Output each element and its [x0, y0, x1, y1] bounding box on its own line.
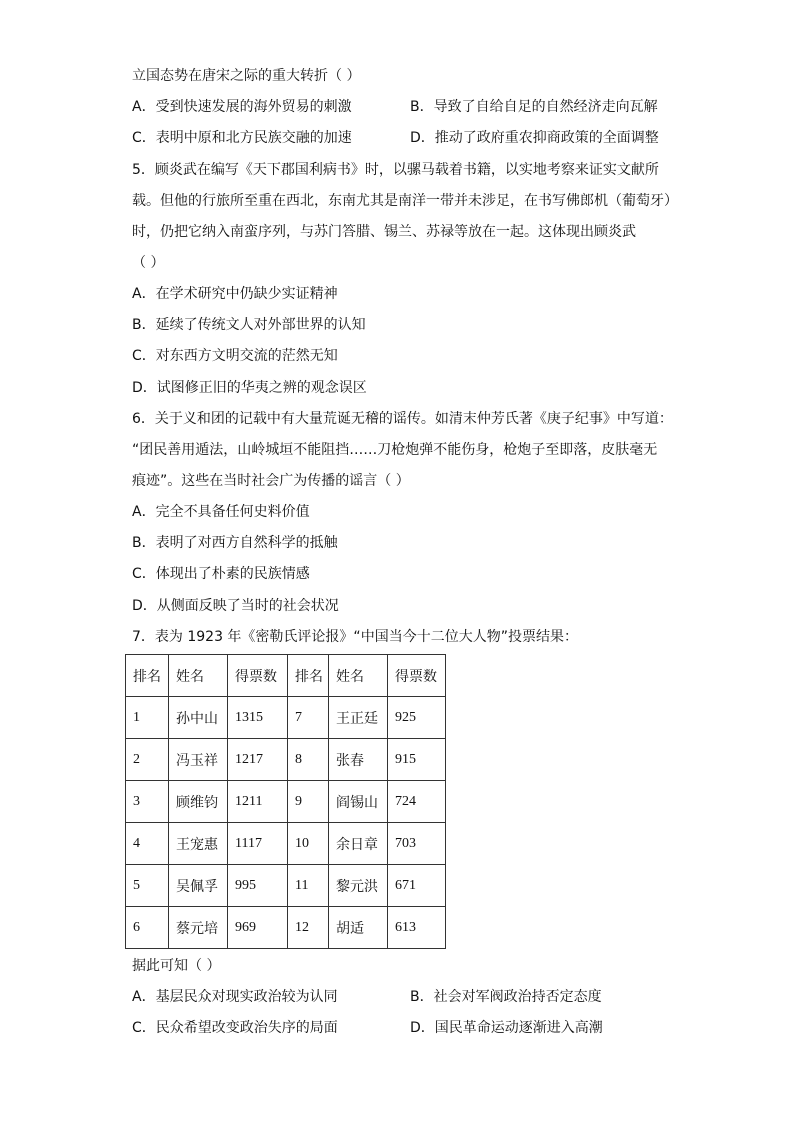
q7-stem: 7．表为 1923 年《密勒氏评论报》“中国当今十二位大人物”投票结果： [132, 629, 578, 645]
header-rank: 排名 [288, 655, 329, 697]
q5-stem-line: 时，仍把它纳入南蛮序列，与苏门答腊、锡兰、苏禄等放在一起。这体现出顾炎武 [132, 224, 636, 240]
q5-stem-line: 载。但他的行旅所至重在西北，东南尤其是南洋一带并未涉足，在书写佛郎机（葡萄牙） [132, 193, 678, 209]
name-cell: 张春 [329, 739, 388, 781]
rank-cell: 10 [288, 823, 329, 865]
q6-option-b: B．表明了对西方自然科学的抵触 [132, 535, 338, 551]
votes-cell: 969 [228, 907, 288, 949]
q6-stem-line: 痕迹”。这些在当时社会广为传播的谣言（ ） [132, 473, 410, 489]
q4-option-d: D．推动了政府重农抑商政策的全面调整 [410, 130, 659, 146]
table-row [126, 907, 446, 949]
q7-after-text: 据此可知（ ） [132, 958, 221, 974]
header-votes: 得票数 [228, 655, 288, 697]
votes-cell: 1315 [228, 697, 288, 739]
vote-results-table [125, 654, 446, 949]
q5-stem-line: 5．顾炎武在编写《天下郡国利病书》时，以骡马载着书籍，以实地考察来证实文献所 [132, 162, 659, 178]
q7-option-c: C．民众希望改变政治失序的局面 [132, 1020, 338, 1036]
name-cell: 黎元洪 [329, 865, 388, 907]
q6-stem-line: “团民善用遁法，山岭城垣不能阻挡……刀枪炮弹不能伤身，枪炮子至即落，皮肤毫无 [132, 442, 658, 458]
q4-option-a: A．受到快速发展的海外贸易的刺激 [132, 99, 352, 115]
votes-cell: 995 [228, 865, 288, 907]
table-row [126, 865, 446, 907]
name-cell: 胡适 [329, 907, 388, 949]
name-cell: 余日章 [329, 823, 388, 865]
name-cell: 吴佩孚 [169, 865, 228, 907]
votes-cell: 671 [388, 865, 446, 907]
table-row [126, 823, 446, 865]
rank-cell: 6 [126, 907, 169, 949]
q6-stem-line: 6．关于义和团的记载中有大量荒诞无稽的谣传。如清末仲芳氏著《庚子纪事》中写道： [132, 411, 673, 427]
rank-cell: 5 [126, 865, 169, 907]
name-cell: 王宠惠 [169, 823, 228, 865]
name-cell: 冯玉祥 [169, 739, 228, 781]
votes-cell: 925 [388, 697, 446, 739]
q4-option-b: B．导致了自给自足的自然经济走向瓦解 [410, 99, 658, 115]
q5-option-b: B．延续了传统文人对外部世界的认知 [132, 317, 366, 333]
q5-stem-line: （ ） [132, 255, 165, 271]
table-row [126, 781, 446, 823]
rank-cell: 7 [288, 697, 329, 739]
q5-option-c: C．对东西方文明交流的茫然无知 [132, 348, 338, 364]
q7-option-d: D．国民革命运动逐渐进入高潮 [410, 1020, 603, 1036]
name-cell: 蔡元培 [169, 907, 228, 949]
rank-cell: 1 [126, 697, 169, 739]
rank-cell: 8 [288, 739, 329, 781]
q4-stem-tail: 立国态势在唐宋之际的重大转折（ ） [132, 68, 361, 84]
rank-cell: 2 [126, 739, 169, 781]
q6-option-c: C．体现出了朴素的民族情感 [132, 566, 310, 582]
table-header-row [126, 655, 446, 697]
votes-cell: 1211 [228, 781, 288, 823]
name-cell: 孙中山 [169, 697, 228, 739]
table-row [126, 697, 446, 739]
q6-option-a: A．完全不具备任何史料价值 [132, 504, 310, 520]
votes-cell: 703 [388, 823, 446, 865]
rank-cell: 3 [126, 781, 169, 823]
q6-option-d: D．从侧面反映了当时的社会状况 [132, 598, 339, 614]
votes-cell: 915 [388, 739, 446, 781]
q4-option-c: C．表明中原和北方民族交融的加速 [132, 130, 352, 146]
name-cell: 顾维钧 [169, 781, 228, 823]
q5-option-d: D．试图修正旧的华夷之辨的观念误区 [132, 380, 367, 396]
votes-cell: 724 [388, 781, 446, 823]
header-name: 姓名 [169, 655, 228, 697]
votes-cell: 1217 [228, 739, 288, 781]
header-rank: 排名 [126, 655, 169, 697]
votes-cell: 1117 [228, 823, 288, 865]
header-name: 姓名 [329, 655, 388, 697]
rank-cell: 12 [288, 907, 329, 949]
rank-cell: 11 [288, 865, 329, 907]
name-cell: 王正廷 [329, 697, 388, 739]
rank-cell: 4 [126, 823, 169, 865]
votes-cell: 613 [388, 907, 446, 949]
rank-cell: 9 [288, 781, 329, 823]
q7-option-b: B．社会对军阀政治持否定态度 [410, 989, 602, 1005]
q7-option-a: A．基层民众对现实政治较为认同 [132, 989, 338, 1005]
name-cell: 阎锡山 [329, 781, 388, 823]
header-votes: 得票数 [388, 655, 446, 697]
table-row [126, 739, 446, 781]
q5-option-a: A．在学术研究中仍缺少实证精神 [132, 286, 338, 302]
